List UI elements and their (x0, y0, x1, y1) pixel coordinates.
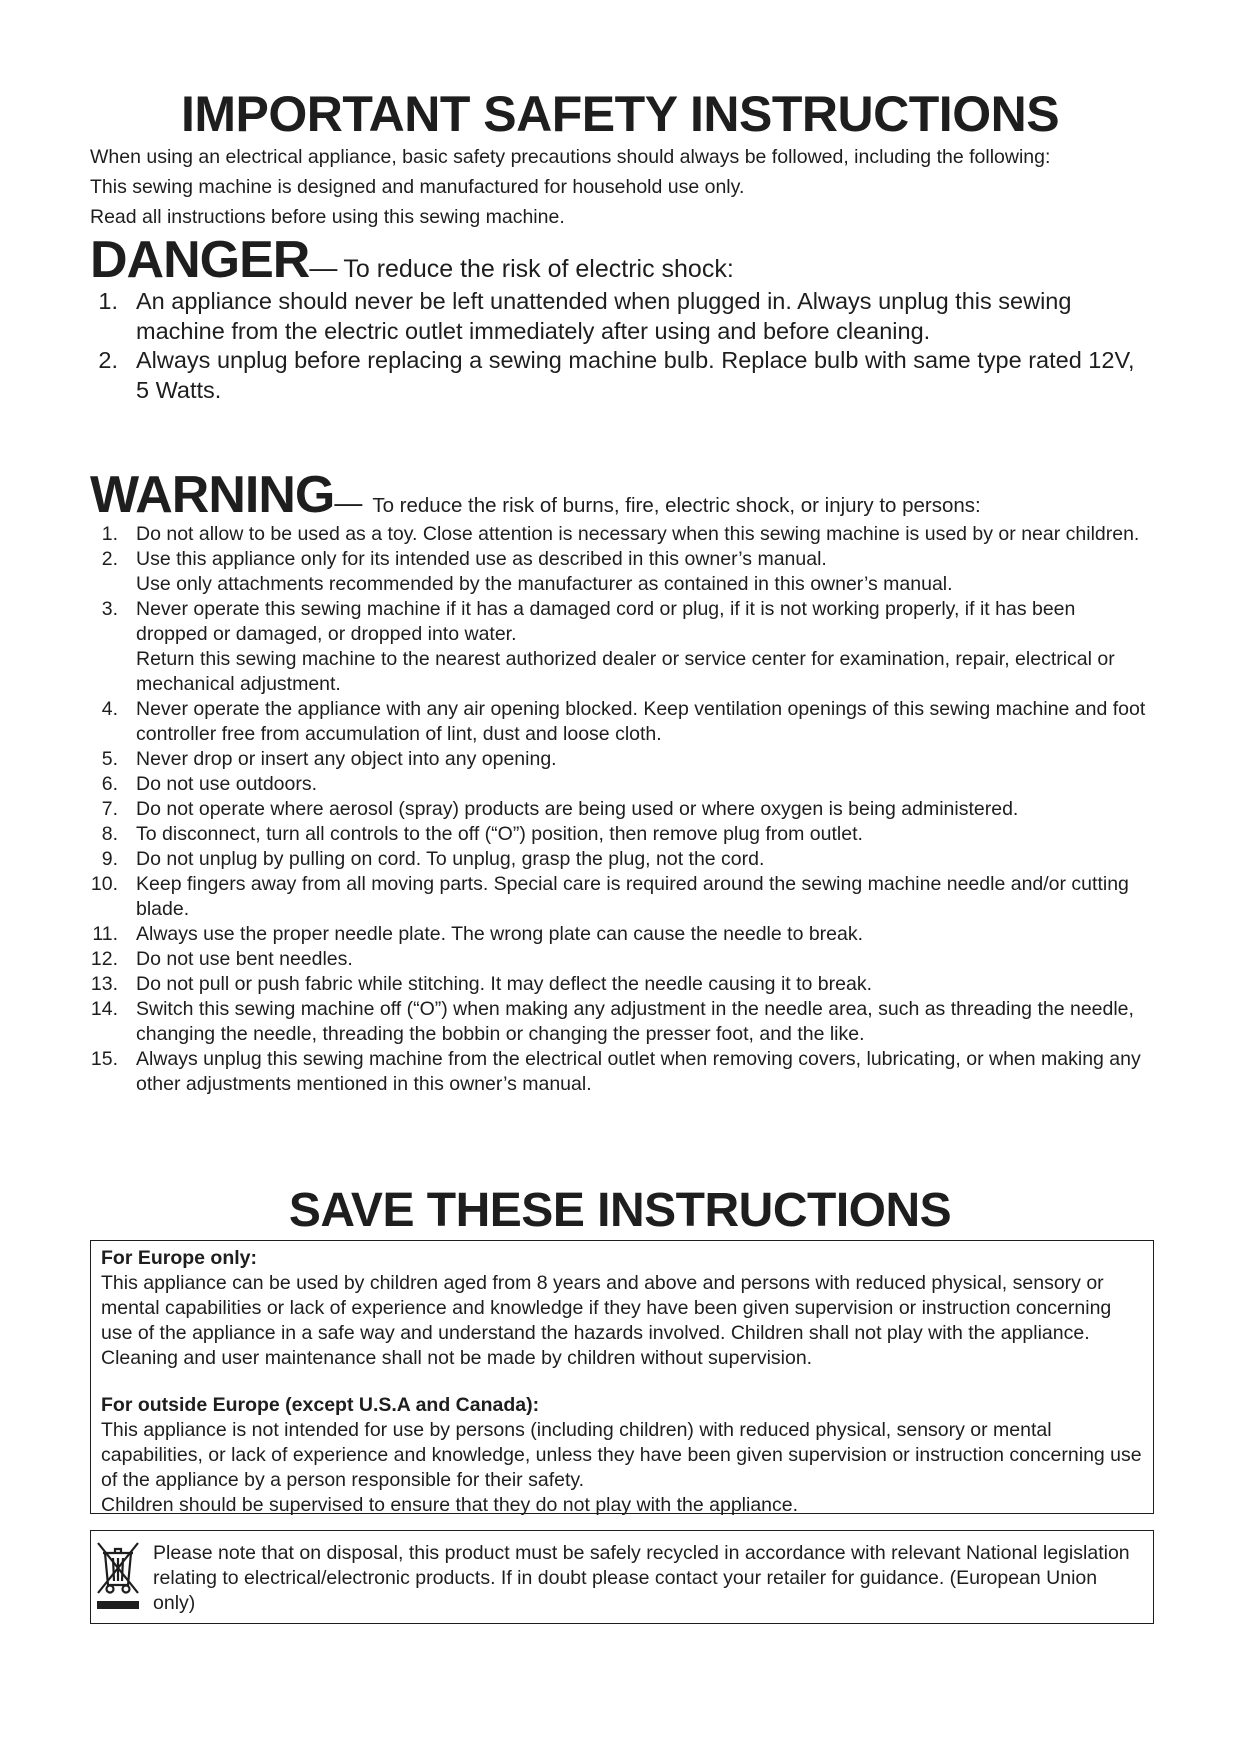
list-item (90, 847, 1150, 872)
item-number: 2. (101, 548, 118, 570)
intro-line: Read all instructions before using this sewing machine. (90, 206, 565, 228)
list-item (90, 287, 1150, 346)
item-text: Always unplug this sewing machine from the electrical outlet when removing covers, lubricating, or when making any other adjustments mentioned in this owner’s manual. (136, 1048, 1141, 1095)
outside-europe-heading: For outside Europe (except U.S.A and Canada): (101, 1394, 540, 1416)
list-item (90, 522, 1150, 547)
item-text: Always unplug before replacing a sewing machine bulb. Replace bulb with same type rated 12V, 5 Watts. (136, 347, 1135, 403)
list-item (90, 822, 1150, 847)
item-text: Do not pull or push fabric while stitching. It may deflect the needle causing it to break. (136, 973, 872, 995)
danger-subtitle: To reduce the risk of electric shock: (343, 255, 734, 283)
warning-dash: — (334, 487, 363, 518)
spacer (101, 1371, 1143, 1393)
item-text: Use this appliance only for its intended use as described in this owner’s manual. (136, 548, 827, 570)
item-number: 14. (90, 998, 118, 1020)
warning-heading (90, 465, 981, 525)
crossed-out-wheelie-bin-icon (94, 1539, 142, 1613)
item-number: 7. (101, 798, 118, 820)
item-number: 3. (101, 598, 118, 620)
item-number: 8. (101, 823, 118, 845)
europe-heading: For Europe only: (101, 1247, 257, 1269)
list-item (90, 772, 1150, 797)
item-number: 11. (92, 923, 118, 945)
item-text: To disconnect, turn all controls to the off (“O”) position, then remove plug from outlet. (136, 823, 863, 845)
item-text: Never operate this sewing machine if it has a damaged cord or plug, if it is not working properly, if it has been dropped or damaged, or dropped into water. (136, 598, 1076, 645)
intro-line: This sewing machine is designed and manufactured for household use only. (90, 176, 745, 198)
list-item (90, 1047, 1150, 1097)
list-item (90, 947, 1150, 972)
list-item (90, 797, 1150, 822)
item-number: 15. (90, 1048, 118, 1070)
page-title: IMPORTANT SAFETY INSTRUCTIONS (180, 86, 1060, 142)
intro-line: When using an electrical appliance, basic safety precautions should always be followed, including the following: (90, 146, 1051, 168)
list-item (90, 747, 1150, 772)
item-number: 12. (90, 948, 118, 970)
item-text: Do not allow to be used as a toy. Close attention is necessary when this sewing machine is used by or near children. (136, 523, 1140, 545)
list-item (90, 872, 1150, 922)
item-text: Do not use outdoors. (136, 773, 318, 795)
item-number: 13. (90, 973, 118, 995)
item-text: Never drop or insert any object into any opening. (136, 748, 557, 770)
list-item (90, 922, 1150, 947)
item-number: 1. (98, 288, 118, 314)
list-item (90, 697, 1150, 747)
item-number: 4. (101, 698, 118, 720)
warning-list (90, 522, 1150, 1097)
item-text: Use only attachments recommended by the manufacturer as contained in this owner’s manual. (136, 573, 953, 595)
danger-dash: — (309, 252, 338, 283)
danger-word: DANGER (90, 231, 310, 289)
item-text: Return this sewing machine to the nearest authorized dealer or service center for examination, repair, electrical or mechanical adjustment. (136, 648, 1115, 695)
list-item (90, 346, 1150, 405)
disposal-text: Please note that on disposal, this product must be safely recycled in accordance with relevant National legislation relating to electrical/electronic products. If in doubt please contact your retailer for guidance. (European Union only) (153, 1542, 1130, 1614)
item-text: Do not unplug by pulling on cord. To unplug, grasp the plug, not the cord. (136, 848, 765, 870)
warning-word: WARNING (90, 466, 335, 524)
list-item (90, 997, 1150, 1047)
outside-europe-text-2: Children should be supervised to ensure that they do not play with the appliance. (101, 1494, 799, 1516)
intro-block (90, 142, 1050, 232)
list-item (90, 972, 1150, 997)
item-text: Never operate the appliance with any air opening blocked. Keep ventilation openings of this sewing machine and foot controller free from accumulation of lint, dust and loose cloth. (136, 698, 1146, 745)
save-instructions-title: SAVE THESE INSTRUCTIONS (288, 1184, 952, 1237)
item-text: Always use the proper needle plate. The wrong plate can cause the needle to break. (136, 923, 864, 945)
list-item (90, 547, 1150, 597)
danger-list (90, 287, 1150, 405)
danger-heading (90, 230, 734, 290)
item-number: 2. (98, 347, 118, 373)
item-text: Do not use bent needles. (136, 948, 353, 970)
list-item (90, 597, 1150, 697)
item-number: 6. (101, 773, 118, 795)
warning-subtitle: To reduce the risk of burns, fire, electric shock, or injury to persons: (372, 494, 981, 517)
item-number: 1. (101, 523, 118, 545)
item-text: Keep fingers away from all moving parts. Special care is required around the sewing machine needle and/or cutting blade. (136, 873, 1129, 920)
disposal-notice-box (90, 1530, 1154, 1624)
outside-europe-text: This appliance is not intended for use by persons (including children) with reduced physical, sensory or mental capabilities, or lack of experience and knowledge, unless they have been given supervision or instruction concerning use of the appliance by a person responsible for their safety. (101, 1419, 1142, 1491)
regional-notice-box (90, 1240, 1154, 1514)
item-number: 5. (101, 748, 118, 770)
item-number: 9. (101, 848, 118, 870)
item-text: An appliance should never be left unattended when plugged in. Always unplug this sewing machine from the electric outlet immediately after using and before cleaning. (136, 288, 1072, 344)
item-text: Switch this sewing machine off (“O”) when making any adjustment in the needle area, such as threading the needle, changing the needle, threading the bobbin or changing the presser foot, and the like. (136, 998, 1134, 1045)
europe-text: This appliance can be used by children aged from 8 years and above and persons with reduced physical, sensory or mental capabilities or lack of experience and knowledge if they have been given supervision or instruction concerning use of the appliance in a safe way and understand the hazards involved. Children shall not play with the appliance. Cleaning and user maintenance shall not be made by children without supervision. (101, 1272, 1112, 1369)
item-text: Do not operate where aerosol (spray) products are being used or where oxygen is being administered. (136, 798, 1019, 820)
item-number: 10. (90, 873, 118, 895)
